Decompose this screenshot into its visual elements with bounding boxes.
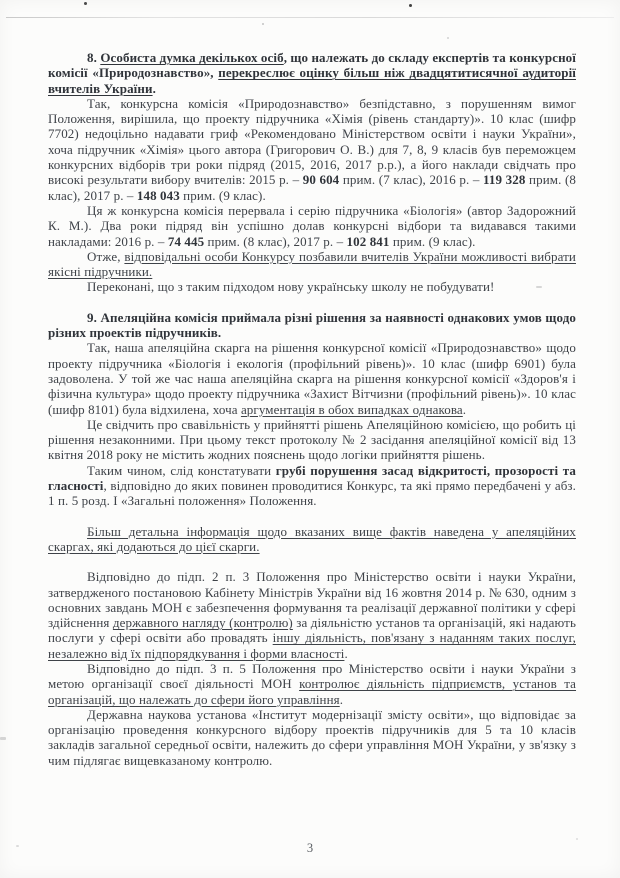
text-run: Так, конкурсна комісія «Природознавство» безпідставно, з порушенням вимог Положення, вирішила, що проекту підручника «Хімія (рівень стандарту)». 10 клас (шифр 7702) недоцільно надавати гриф «Рекомендовано Міністерством освіти і науки України», хоча підручник «Хімія» цього автора (Григорович О. В.) для 7, 8, 9 класів був переможцем конкурсних відборів три роки підряд (2015, 2016, 2017 р.р.), а його наклади свідчать про високі результати вибору вчителів: 2015 р. – [48, 95, 576, 188]
text-run: Відповідно до підп. 3 п. 5 Положення про Міністерство освіти і науки України з метою організації своєї діяльності МОН [48, 660, 576, 692]
paragraph-mon-regulation-p2 [48, 569, 576, 661]
paragraph-biology-textbook [48, 203, 576, 249]
text-run: Переконані, що з таким підходом нову українську школу не побудувати! [87, 279, 495, 295]
text-run: Таким чином, слід констатувати [87, 462, 276, 478]
scan-speck [576, 838, 578, 840]
scan-speck [409, 4, 412, 7]
text-run: . [462, 401, 467, 417]
text-run: аргументація в обох випадках однакова [240, 401, 463, 417]
scan-artifact-line [6, 17, 614, 18]
text-run: за діяльністю установ та організацій, які надають послуги у сфері освіти або провадять [48, 615, 576, 646]
paragraph-arbitrariness [48, 417, 576, 463]
text-run: прим. (8 клас), 2017 р. – [48, 172, 577, 203]
text-run: прим. (9 клас). [179, 187, 266, 203]
paragraph-chemistry-textbook [48, 96, 576, 203]
text-run: . [339, 691, 344, 707]
paragraph-new-school [48, 279, 576, 294]
paragraph-appeal-decisions [48, 340, 576, 416]
text-run: 74 445 [167, 233, 205, 249]
section-8-heading [48, 50, 576, 96]
text-run: відповідальні особи Конкурсу позбавили вчителів України можливості вибрати якісні підручники. [48, 248, 576, 280]
text-run: Відповідно до підп. 2 п. 3 Положення про Міністерство освіти і науки України, затвердженого постановою Кабінету Міністрів України від 16 жовтня 2014 р. № 630, одним з основних завдань МОН є забезпечення формування та реалізації державної політики у сфері здійснення [48, 569, 576, 631]
text-run: 8. [87, 50, 101, 65]
text-run: 9. Апеляційна комісія приймала різні рішення за наявності однакових умов щодо різних проектів підручників. [48, 309, 576, 341]
paragraph-institute-modernization [48, 707, 576, 768]
text-run: грубі порушення засад відкритості, прозорості та гласності [48, 462, 576, 494]
text-run: 148 043 [136, 187, 180, 203]
text-run: Так, наша апеляційна скарга на рішення конкурсної комісії «Природознавство» щодо проекту підручника «Біологія і екологія (профільний рівень)». 10 клас (шифр 6901) була задоволена. У той же час наша апеляційна скарга на рішення конкурсної комісії «Здоров'я і фізична культура» щодо проекту підручника «Захист Вітчизни (профільний рівень)». 10 клас (шифр 8101) була відхилена, хоча [48, 340, 576, 417]
text-run: іншу діяльність, пов'язану з наданням таких послуг, незалежно від їх підпорядкування і форми власності [48, 630, 576, 661]
page-number: 3 [306, 841, 314, 855]
scan-speck [262, 23, 264, 25]
paragraph-gross-violations [48, 463, 576, 509]
text-run: Ця ж конкурсна комісія перервала і серію підручника «Біологія» (автор Задорожний К. М.). Два роки підряд він успішно долав конкурсні відбори та видавався такими накладами: 2016 р. – [48, 202, 576, 249]
text-run: прим. (8 клас), 2017 р. – [204, 233, 347, 249]
scan-speck [84, 2, 87, 5]
text-run: 102 841 [346, 233, 390, 249]
text-run: , відповідно до яких повинен проводитися Конкурс, та які прямо передбачені у абз. 1 п. 5 розд. І «Загальні положення» Положення. [48, 478, 576, 509]
paragraph-conclusion-deprived [48, 249, 576, 280]
text-run: прим. (9 клас). [389, 233, 476, 249]
text-run: Більш детальна інформація щодо вказаних вище фактів наведена у апеляційних скаргах, які додаються до цієї скарги. [48, 523, 576, 554]
text-run: державного нагляду (контролю) [112, 615, 293, 631]
paragraph-detailed-info [48, 524, 576, 555]
text-run: , що належать до складу експертів та конкурсної комісії «Природознавство», [48, 50, 576, 81]
text-run: перекреслює оцінку більш ніж двадцятитисячної аудиторії вчителів України [48, 65, 576, 96]
text-run: Отже, [87, 248, 125, 264]
text-run: контролює діяльність підприємств, установ та організацій, що належать до сфери його управління [48, 676, 577, 707]
text-run: . [344, 645, 348, 661]
text-run: . [152, 80, 156, 96]
text-run: 119 328 [483, 172, 526, 188]
text-run: прим. (7 клас), 2016 р. – [339, 172, 484, 188]
section-9-heading [48, 310, 576, 341]
text-run: Державна наукова установа «Інститут модернізації змісту освіти», що відповідає за організацію проведення конкурсного відбору проектів підручників для 5 та 10 класів закладів загальної середньої освіти, належить до сфери управління МОН України, у зв'язку з чим підлягає вищевказаному контролю. [48, 706, 576, 768]
text-run: Особиста думка декількох осіб [100, 50, 284, 65]
paragraph-mon-regulation-p3 [48, 661, 576, 707]
text-run: Це свідчить про свавільність у прийнятті рішень Апеляційною комісією, що робить ці рішення незаконними. При цьому текст протоколу № 2 засідання апеляційної комісії від 13 квітня 2018 року не містить жодних пояснень щодо логіки прийняття рішень. [48, 416, 576, 463]
text-run: 90 604 [302, 172, 340, 188]
scan-speck [0, 737, 6, 740]
scan-speck [447, 37, 449, 39]
document-body [48, 50, 576, 768]
